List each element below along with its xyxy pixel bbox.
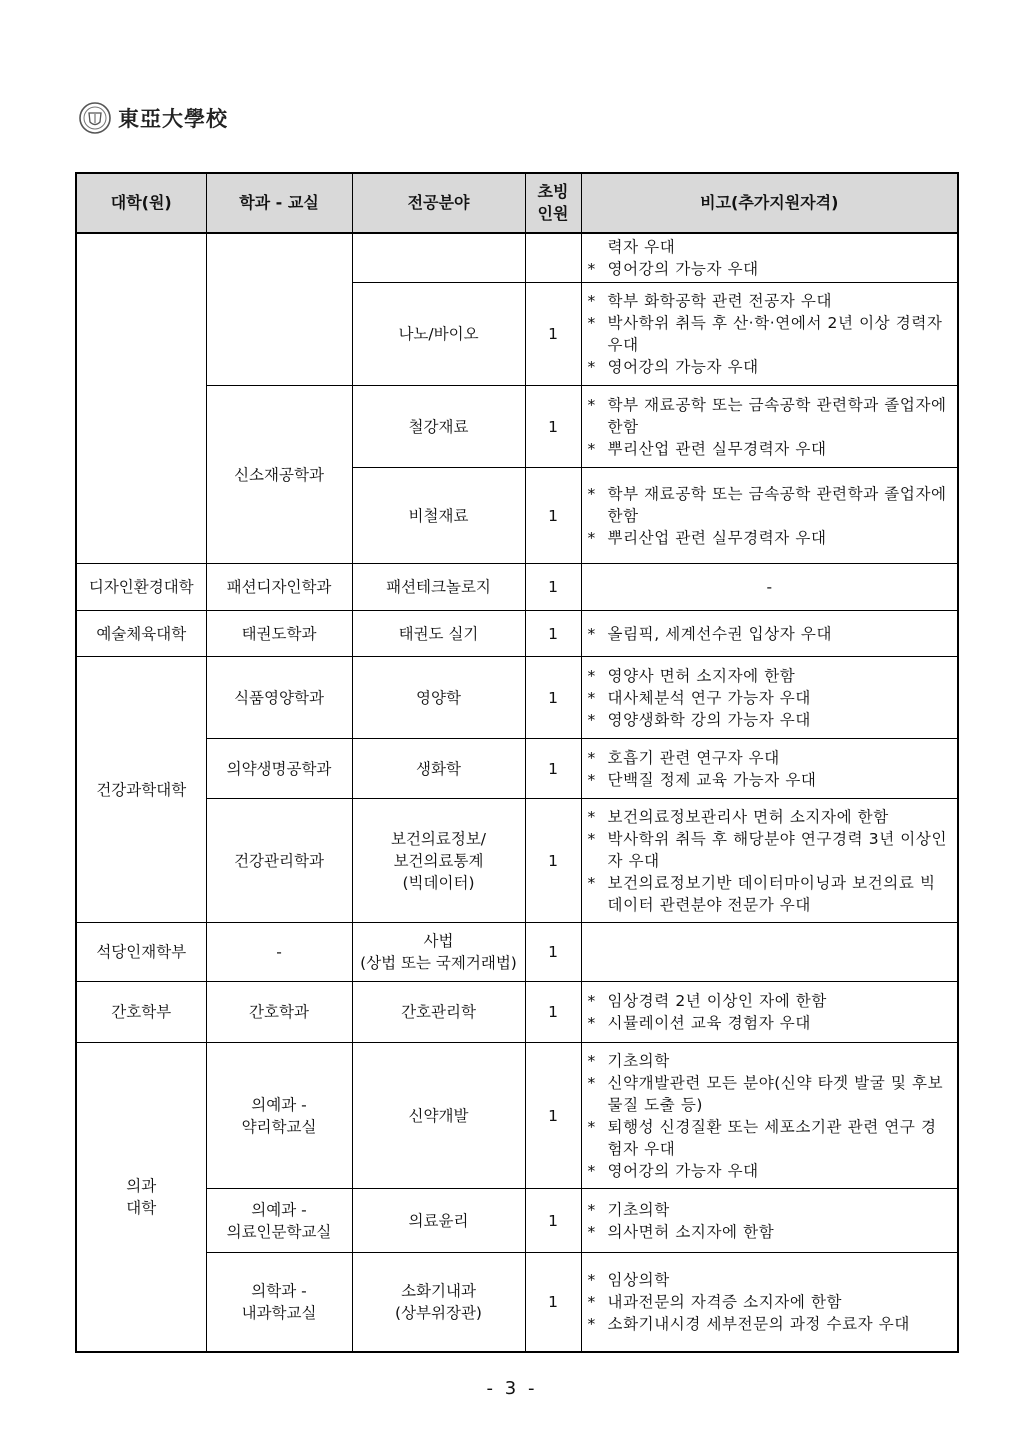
note-item: * 퇴행성 신경질환 또는 세포소기관 관련 연구 경험자 우대 xyxy=(587,1117,937,1158)
field-cell: 나노/바이오 xyxy=(352,283,525,386)
note-item: * 박사학위 취득 후 산·학·연에서 2년 이상 경력자 우대 xyxy=(587,314,943,354)
recruitment-table xyxy=(75,172,959,1353)
count-cell: 1 xyxy=(525,982,581,1043)
page-number: - 3 - xyxy=(486,1378,538,1399)
dept-cell: 간호학과 xyxy=(206,982,352,1043)
field-cell: 신약개발 xyxy=(352,1043,525,1189)
table-row xyxy=(76,657,958,739)
note-item: * 임상의학 xyxy=(587,1270,670,1289)
note-item: * 학부 재료공학 또는 금속공학 관련학과 졸업자에 한함 xyxy=(587,395,947,436)
dept-cell: 식품영양학과 xyxy=(206,657,352,739)
table-row xyxy=(76,739,958,799)
college-cell: 디자인환경대학 xyxy=(76,564,206,611)
field-cell: 보건의료정보/ 보건의료통계 (빅데이터) xyxy=(352,799,525,923)
note-item: * 영어강의 가능자 우대 xyxy=(587,1161,759,1180)
note-item: * 기초의학 xyxy=(587,1051,670,1070)
note-item: * 의사면허 소지자에 한함 xyxy=(587,1222,775,1241)
field-cell: 소화기내과 (상부위장관) xyxy=(352,1253,525,1352)
dept-cell: 건강관리학과 xyxy=(206,799,352,923)
note-cell xyxy=(581,1043,958,1189)
col-header-count: 초빙 인원 xyxy=(525,173,581,233)
col-header-note: 비고(추가지원자격) xyxy=(581,173,958,233)
note-cell xyxy=(581,386,958,468)
university-seal-icon xyxy=(78,101,112,135)
count-cell: 1 xyxy=(525,657,581,739)
table-row xyxy=(76,386,958,468)
table-row xyxy=(76,1189,958,1253)
note-dash: - xyxy=(766,578,773,596)
note-item: * 신약개발관련 모든 분야(신약 타겟 발굴 및 후보물질 도출 등) xyxy=(587,1073,944,1114)
count-cell: 1 xyxy=(525,468,581,564)
count-cell: 1 xyxy=(525,283,581,386)
note-continued: 력자 우대 xyxy=(607,238,676,256)
note-cell xyxy=(581,233,958,283)
note-item: * 올림픽, 세계선수권 입상자 우대 xyxy=(587,624,833,643)
col-header-field: 전공분야 xyxy=(352,173,525,233)
dept-cell: 신소재공학과 xyxy=(206,386,352,564)
logo-text: 東亞大學校 xyxy=(118,106,228,131)
college-cell: 의과 대학 xyxy=(76,1043,206,1352)
note-item: * 뿌리산업 관련 실무경력자 우대 xyxy=(587,439,827,458)
count-cell: 1 xyxy=(525,564,581,611)
dept-cell: 태권도학과 xyxy=(206,611,352,657)
dept-cell: 의약생명공학과 xyxy=(206,739,352,799)
note-item: * 학부 재료공학 또는 금속공학 관련학과 졸업자에 한함 xyxy=(587,484,947,525)
table-row xyxy=(76,923,958,982)
note-item: * 박사학위 취득 후 해당분야 연구경력 3년 이상인 자 우대 xyxy=(587,829,948,870)
field-cell: 사법 (상법 또는 국제거래법) xyxy=(352,923,525,982)
count-cell: 1 xyxy=(525,739,581,799)
note-cell xyxy=(581,1189,958,1253)
field-cell: 철강재료 xyxy=(352,386,525,468)
col-header-dept: 학과 - 교실 xyxy=(206,173,352,233)
count-cell: 1 xyxy=(525,1043,581,1189)
note-item: * 호흡기 관련 연구자 우대 xyxy=(587,748,780,767)
table-row xyxy=(76,611,958,657)
note-cell xyxy=(581,799,958,923)
count-cell: 1 xyxy=(525,923,581,982)
note-item: * 내과전문의 자격증 소지자에 한함 xyxy=(587,1292,843,1311)
note-item: * 단백질 정제 교육 가능자 우대 xyxy=(587,770,817,789)
note-item: * 기초의학 xyxy=(587,1200,670,1219)
college-cell xyxy=(76,233,206,564)
count-cell: 1 xyxy=(525,611,581,657)
table-row xyxy=(76,564,958,611)
dept-cell xyxy=(206,233,352,386)
note-item: * 학부 화학공학 관련 전공자 우대 xyxy=(587,292,833,310)
field-cell: 생화학 xyxy=(352,739,525,799)
field-cell: 비철재료 xyxy=(352,468,525,564)
table-row xyxy=(76,1043,958,1189)
note-cell xyxy=(581,923,958,982)
note-item: * 영어강의 가능자 우대 xyxy=(587,260,759,278)
field-cell: 태권도 실기 xyxy=(352,611,525,657)
note-cell xyxy=(581,611,958,657)
note-cell xyxy=(581,564,958,611)
count-cell xyxy=(525,233,581,283)
note-cell xyxy=(581,982,958,1043)
note-item: * 보건의료정보관리사 면허 소지자에 한함 xyxy=(587,807,889,826)
count-cell: 1 xyxy=(525,1253,581,1352)
dept-cell: 패션디자인학과 xyxy=(206,564,352,611)
note-item: * 소화기내시경 세부전문의 과정 수료자 우대 xyxy=(587,1314,910,1333)
college-cell: 간호학부 xyxy=(76,982,206,1043)
table-header-row xyxy=(76,173,958,233)
note-item: * 대사체분석 연구 가능자 우대 xyxy=(587,688,811,707)
note-item: * 보건의료정보기반 데이터마이닝과 보건의료 빅데이터 관련분야 전문가 우대 xyxy=(587,873,936,914)
note-cell xyxy=(581,283,958,386)
note-item: * 임상경력 2년 이상인 자에 한함 xyxy=(587,992,827,1010)
note-item: * 영어강의 가능자 우대 xyxy=(587,358,759,376)
col-header-college: 대학(원) xyxy=(76,173,206,233)
field-cell: 간호관리학 xyxy=(352,982,525,1043)
table-row xyxy=(76,982,958,1043)
note-item: * 시뮬레이션 교육 경험자 우대 xyxy=(587,1014,811,1032)
field-cell: 영양학 xyxy=(352,657,525,739)
count-cell: 1 xyxy=(525,1189,581,1253)
note-item: * 뿌리산업 관련 실무경력자 우대 xyxy=(587,528,827,547)
note-cell xyxy=(581,468,958,564)
table-row xyxy=(76,1253,958,1352)
table-row xyxy=(76,799,958,923)
note-cell xyxy=(581,1253,958,1352)
note-item: * 영양사 면허 소지자에 한함 xyxy=(587,666,796,685)
dept-cell: 의예과 - 약리학교실 xyxy=(206,1043,352,1189)
count-cell: 1 xyxy=(525,386,581,468)
college-cell: 건강과학대학 xyxy=(76,657,206,923)
table-row xyxy=(76,233,958,283)
dept-cell: 의학과 - 내과학교실 xyxy=(206,1253,352,1352)
field-cell: 패션테크놀로지 xyxy=(352,564,525,611)
dept-cell: - xyxy=(206,923,352,982)
field-cell: 의료윤리 xyxy=(352,1189,525,1253)
note-cell xyxy=(581,739,958,799)
count-cell: 1 xyxy=(525,799,581,923)
college-cell: 예술체육대학 xyxy=(76,611,206,657)
university-logo xyxy=(78,100,228,136)
note-item: * 영양생화학 강의 가능자 우대 xyxy=(587,710,811,729)
college-cell: 석당인재학부 xyxy=(76,923,206,982)
dept-cell: 의예과 - 의료인문학교실 xyxy=(206,1189,352,1253)
note-cell xyxy=(581,657,958,739)
field-cell xyxy=(352,233,525,283)
